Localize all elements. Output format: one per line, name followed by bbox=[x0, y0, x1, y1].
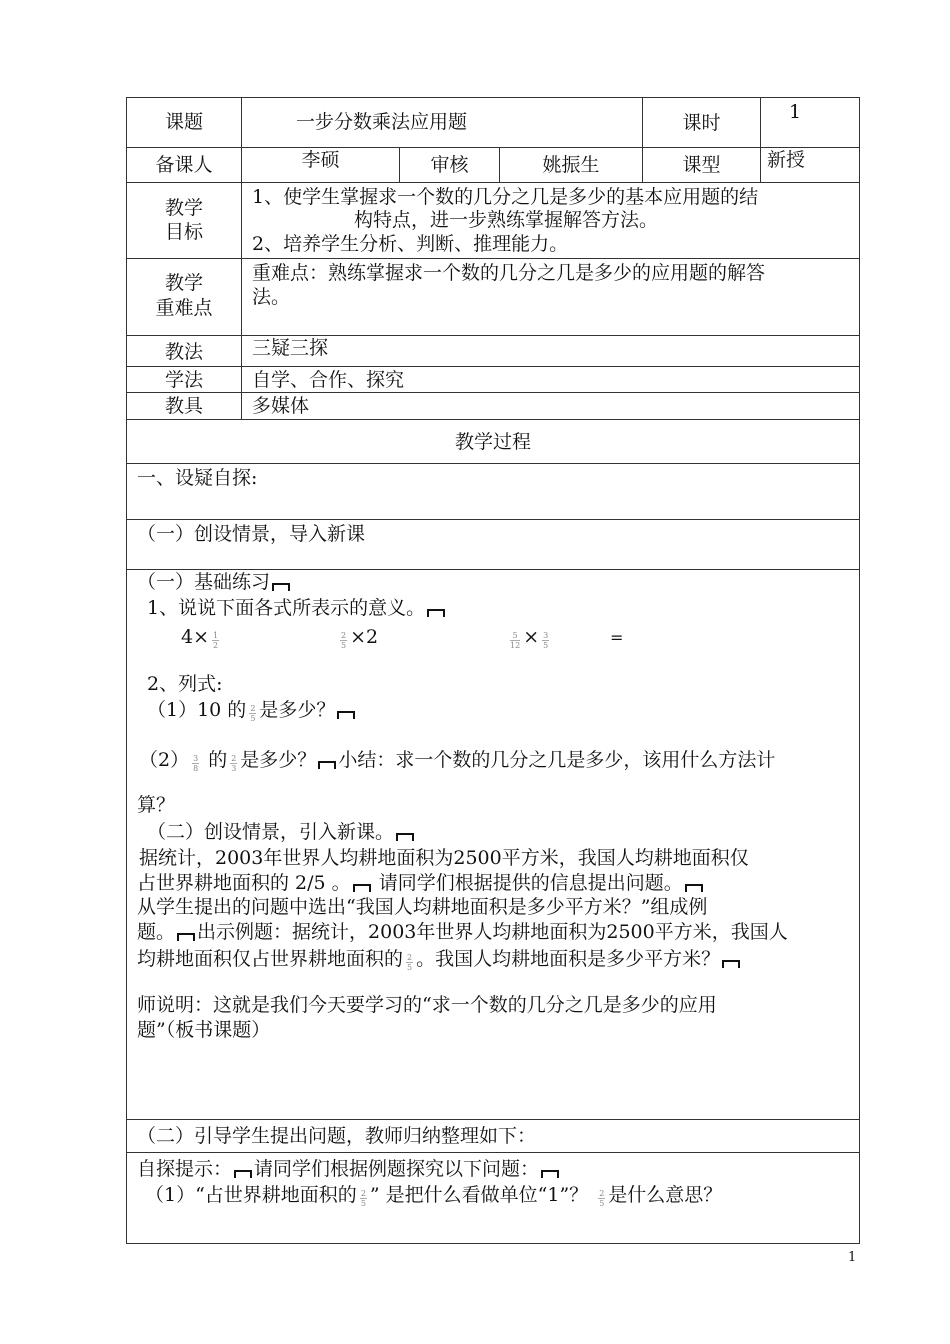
preparer-label-cell bbox=[127, 148, 242, 182]
hours-value-cell bbox=[761, 98, 859, 147]
q2b-suffix1: 是多少？ bbox=[240, 749, 317, 771]
study-value-cell bbox=[242, 367, 859, 392]
explore-hint bbox=[137, 1157, 561, 1181]
practice-q2a bbox=[147, 698, 357, 722]
review-label: 审核 bbox=[430, 154, 469, 176]
row-practice bbox=[127, 570, 859, 1120]
fraction bbox=[598, 1189, 605, 1208]
goals-line1: 1、使学生掌握求一个数的几分之几是多少的基本应用题的结 bbox=[252, 186, 759, 208]
fraction-denominator: 2 bbox=[213, 640, 219, 650]
para2-line2b: 出示例题：据统计，2003年世界人均耕地面积为2500平方米，我国人 bbox=[197, 921, 788, 943]
fraction bbox=[542, 631, 549, 650]
reviewer-value: 姚振生 bbox=[542, 154, 600, 176]
row-study bbox=[127, 367, 859, 393]
fraction-numerator: 3 bbox=[543, 630, 549, 640]
method-label: 教法 bbox=[164, 341, 203, 363]
para3-line2: 题”（板书课题） bbox=[137, 1019, 271, 1041]
practice-title: （一）基础练习 bbox=[137, 571, 271, 593]
explore-q1-suffix: 是什么意思？ bbox=[608, 1184, 723, 1206]
fraction bbox=[249, 704, 256, 723]
explore-q1-mid: ” 是把什么看做单位“1”？ bbox=[369, 1184, 589, 1206]
row-explore bbox=[127, 1153, 859, 1243]
fraction-denominator: 12 bbox=[510, 640, 521, 650]
difficulty-label-line2: 重难点 bbox=[155, 297, 213, 319]
goals-line3: 2、培养学生分析、判断、推理能力。 bbox=[252, 233, 569, 255]
tools-value: 多媒体 bbox=[252, 395, 310, 417]
guide-title: （二）引导学生提出问题，教师归纳整理如下： bbox=[137, 1125, 537, 1147]
fraction bbox=[510, 631, 520, 650]
hours-value: 1 bbox=[789, 101, 802, 123]
type-value: 新授 bbox=[767, 149, 806, 171]
tools-label-cell bbox=[127, 393, 242, 419]
row-goals bbox=[127, 183, 859, 259]
fraction-numerator: 3 bbox=[193, 753, 199, 763]
difficulty-label-line1: 教学 bbox=[164, 272, 203, 294]
topic-value: 一步分数乘法应用题 bbox=[296, 111, 468, 133]
paragraph-mark bbox=[177, 933, 195, 941]
scene-title-line bbox=[147, 820, 416, 844]
fraction-denominator: 3 bbox=[231, 763, 237, 773]
page-number: 1 bbox=[848, 1250, 857, 1265]
scene-title: （二）创设情景，引入新课。 bbox=[147, 821, 395, 843]
fraction-denominator: 5 bbox=[543, 640, 549, 650]
para2-line3 bbox=[137, 947, 742, 971]
expr1 bbox=[181, 625, 222, 649]
difficulty-label-cell bbox=[127, 259, 242, 335]
para1-line2 bbox=[137, 871, 705, 895]
section1-title: 一、设疑自探: bbox=[137, 467, 258, 489]
lesson-plan-table bbox=[126, 97, 860, 1244]
explore-hint-suffix: 请同学们根据例题探究以下问题： bbox=[254, 1158, 540, 1180]
difficulty-content-cell bbox=[242, 259, 859, 335]
review-label-cell bbox=[400, 148, 500, 182]
q2b-prefix: （2） bbox=[139, 749, 190, 771]
fraction bbox=[340, 631, 347, 650]
practice-q2b-line2: 算？ bbox=[137, 794, 176, 816]
explore-q1-prefix: （1）“占世界耕地面积的 bbox=[145, 1184, 357, 1206]
practice-q2: 2、列式: bbox=[147, 673, 223, 695]
paragraph-mark bbox=[337, 711, 355, 719]
paragraph-mark bbox=[318, 761, 336, 769]
para2-line2a: 题。 bbox=[137, 921, 176, 943]
type-label-cell bbox=[643, 148, 761, 182]
paragraph-mark bbox=[353, 884, 371, 892]
type-label: 课型 bbox=[682, 154, 721, 176]
tools-value-cell bbox=[242, 393, 859, 419]
expr1-prefix: 4× bbox=[181, 626, 210, 648]
goals-line2: 构特点，进一步熟练掌握解答方法。 bbox=[354, 209, 659, 231]
topic-label-cell bbox=[127, 98, 242, 147]
section2-title: （一）创设情景，导入新课 bbox=[137, 523, 366, 545]
difficulty-line1: 重难点：熟练掌握求一个数的几分之几是多少的应用题的解答 bbox=[252, 262, 766, 284]
fraction-denominator: 5 bbox=[341, 640, 347, 650]
paragraph-mark bbox=[427, 609, 445, 617]
process-title: 教学过程 bbox=[454, 431, 531, 453]
row-guide bbox=[127, 1120, 859, 1153]
goals-label-line1: 教学 bbox=[164, 197, 203, 219]
fraction-numerator: 2 bbox=[341, 630, 347, 640]
practice-q2b bbox=[139, 748, 775, 772]
topic-value-cell bbox=[242, 98, 643, 147]
hours-label: 课时 bbox=[682, 112, 721, 134]
goals-label-cell bbox=[127, 183, 242, 258]
method-label-cell bbox=[127, 336, 242, 366]
preparer-value: 李硕 bbox=[301, 149, 340, 171]
type-value-cell bbox=[761, 148, 859, 182]
explore-hint-prefix: 自探提示： bbox=[137, 1158, 233, 1180]
fraction-denominator: 8 bbox=[193, 763, 199, 773]
paragraph-mark bbox=[396, 833, 414, 841]
row-topic bbox=[127, 98, 859, 148]
fraction bbox=[192, 754, 199, 773]
expr3-times: × bbox=[523, 626, 540, 648]
practice-title-line bbox=[137, 570, 292, 594]
fraction-denominator: 5 bbox=[250, 713, 256, 723]
q2b-summary: 小结：求一个数的几分之几是多少，该用什么方法计 bbox=[338, 749, 776, 771]
para3-line1: 师说明：这就是我们今天要学习的“求一个数的几分之几是多少的应用 bbox=[137, 994, 717, 1016]
expr4: = bbox=[610, 628, 624, 647]
topic-label: 课题 bbox=[164, 111, 203, 133]
study-label-cell bbox=[127, 367, 242, 392]
method-value-cell bbox=[242, 336, 859, 366]
practice-q1-line bbox=[147, 596, 447, 620]
preparer-label: 备课人 bbox=[155, 154, 213, 176]
paragraph-mark bbox=[685, 884, 703, 892]
q2b-mid: 的 bbox=[208, 749, 228, 771]
fraction bbox=[212, 631, 219, 650]
fraction-numerator: 2 bbox=[231, 753, 237, 763]
row-tools bbox=[127, 393, 859, 420]
study-label: 学法 bbox=[164, 369, 203, 391]
explore-q1 bbox=[145, 1183, 722, 1207]
para1-line2b: 请同学们根据提供的信息提出问题。 bbox=[372, 872, 683, 894]
para1-line1: 据统计，2003年世界人均耕地面积为2500平方米，我国人均耕地面积仅 bbox=[139, 847, 749, 869]
row-section1 bbox=[127, 464, 859, 520]
paragraph-mark bbox=[722, 960, 740, 968]
fraction-denominator: 5 bbox=[407, 962, 413, 972]
row-section2 bbox=[127, 520, 859, 570]
preparer-value-cell bbox=[242, 148, 400, 182]
para2-line3a: 均耕地面积仅占世界耕地面积的 bbox=[137, 948, 404, 970]
hours-label-cell bbox=[643, 98, 761, 147]
fraction-numerator: 2 bbox=[407, 952, 413, 962]
fraction-denominator: 5 bbox=[360, 1198, 366, 1208]
row-process-title bbox=[127, 420, 859, 464]
expr2 bbox=[337, 625, 378, 649]
paragraph-mark bbox=[234, 1170, 252, 1178]
row-difficulty bbox=[127, 259, 859, 336]
para2-line1: 从学生提出的问题中选出“我国人均耕地面积是多少平方米？”组成例 bbox=[137, 896, 708, 918]
fraction bbox=[406, 953, 413, 972]
goals-label-line2: 目标 bbox=[164, 221, 203, 243]
fraction bbox=[360, 1189, 367, 1208]
fraction-numerator: 2 bbox=[599, 1188, 605, 1198]
fraction-numerator: 5 bbox=[510, 631, 520, 641]
study-value: 自学、合作、探究 bbox=[252, 369, 405, 391]
para1-line2a: 占世界耕地面积的 2/5 。 bbox=[137, 872, 351, 894]
q2a-suffix: 是多少？ bbox=[259, 699, 336, 721]
para2-line2 bbox=[137, 920, 788, 944]
expr2-suffix: ×2 bbox=[350, 626, 379, 648]
fraction-numerator: 2 bbox=[250, 703, 256, 713]
paragraph-mark bbox=[272, 583, 290, 591]
expr3 bbox=[507, 625, 552, 649]
paragraph-mark bbox=[541, 1170, 559, 1178]
row-method bbox=[127, 336, 859, 367]
q2a-prefix: （1）10 的 bbox=[147, 699, 247, 721]
practice-q1: 1、说说下面各式所表示的意义。 bbox=[147, 597, 426, 619]
row-preparer bbox=[127, 148, 859, 183]
goals-content-cell bbox=[242, 183, 859, 258]
fraction bbox=[230, 754, 237, 773]
difficulty-line2: 法。 bbox=[252, 286, 291, 308]
fraction-denominator: 5 bbox=[599, 1198, 605, 1208]
fraction-numerator: 1 bbox=[213, 630, 219, 640]
method-value: 三疑三探 bbox=[252, 337, 329, 359]
reviewer-value-cell bbox=[500, 148, 643, 182]
tools-label: 教具 bbox=[164, 395, 203, 417]
fraction-numerator: 2 bbox=[360, 1188, 366, 1198]
para2-line3b: 。我国人均耕地面积是多少平方米？ bbox=[416, 948, 721, 970]
